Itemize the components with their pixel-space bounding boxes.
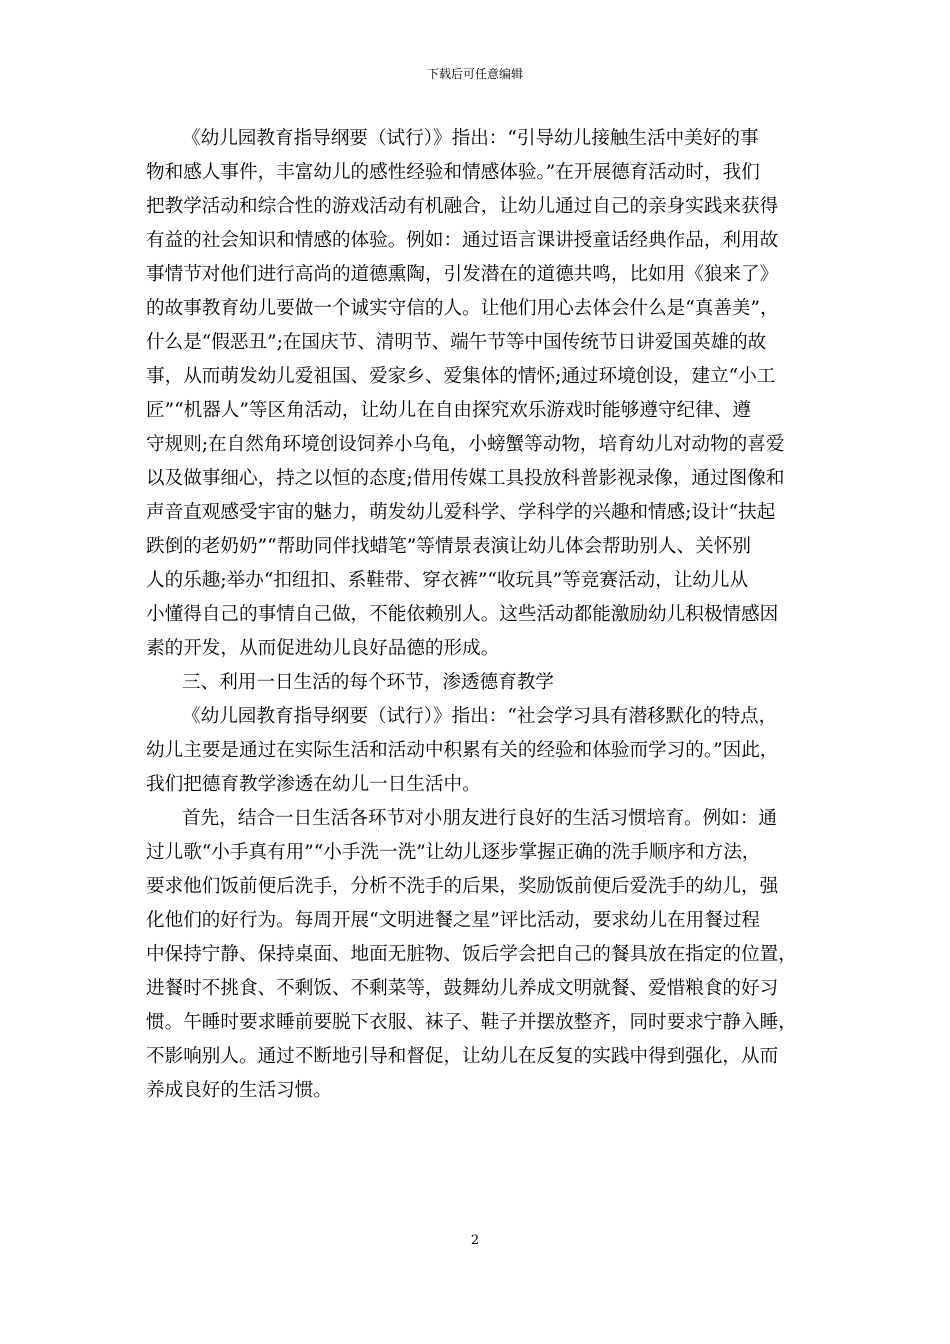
text-line — [146, 938, 806, 972]
text-line — [146, 700, 806, 734]
text-line — [146, 564, 806, 598]
text-line — [146, 666, 806, 700]
text-line-content: 惯。午睡时要求睡前要脱下衣服、袜子、鞋子并摆放整齐，同时要求宁静入睡， — [146, 1012, 797, 1033]
text-line-content: 把教学活动和综合性的游戏活动有机融合，让幼儿通过自己的亲身实践来获得 — [146, 196, 779, 217]
text-line-content: 首先，结合一日生活各环节对小朋友进行良好的生活习惯培育。例如：通 — [182, 808, 778, 829]
text-line-content: 进餐时不挑食、不剩饭、不剩菜等，鼓舞幼儿养成文明就餐、爱惜粮食的好习 — [146, 978, 779, 999]
text-line — [146, 904, 806, 938]
text-line-content: 不影响别人。通过不断地引导和督促，让幼儿在反复的实践中得到强化，从而 — [146, 1046, 779, 1067]
text-line-content: 化他们的好行为。每周开展“文明进餐之星”评比活动，要求幼儿在用餐过程 — [146, 910, 761, 931]
text-line-content: 幼儿主要是通过在实际生活和活动中积累有关的经验和体验而学习的。”因此， — [146, 740, 779, 761]
text-line — [146, 1074, 806, 1108]
text-line-content: 人的乐趣;举办“扣纽扣、系鞋带、穿衣裤”“收玩具”等竞赛活动，让幼儿从 — [146, 570, 749, 591]
text-line-content: 中保持宁静、保持桌面、地面无脏物、饭后学会把自己的餐具放在指定的位置， — [146, 944, 797, 965]
text-line — [146, 326, 806, 360]
text-line-content: 《幼儿园教育指导纲要（试行）》指出：“社会学习具有潜移默化的特点， — [182, 706, 778, 727]
text-line-content: 物和感人事件，丰富幼儿的感性经验和情感体验。”在开展德育活动时，我们 — [146, 162, 760, 183]
text-line — [146, 598, 806, 632]
text-line-content: 小懂得自己的事情自己做，不能依赖别人。这些活动都能激励幼儿积极情感因 — [146, 604, 779, 625]
text-line-content: 过儿歌“小手真有用”“小手洗一洗”让幼儿逐步掌握正确的洗手顺序和方法， — [146, 842, 761, 863]
text-line-content: 三、利用一日生活的每个环节，渗透德育教学 — [182, 672, 554, 693]
text-line — [146, 122, 806, 156]
text-line — [146, 1040, 806, 1074]
text-line — [146, 428, 806, 462]
text-line-content: 的故事教育幼儿要做一个诚实守信的人。让他们用心去体会什么是“真善美”， — [146, 298, 779, 319]
text-line-content: 我们把德育教学渗透在幼儿一日生活中。 — [146, 774, 481, 795]
text-line — [146, 530, 806, 564]
text-line — [146, 360, 806, 394]
text-line — [146, 156, 806, 190]
document-body — [146, 122, 806, 1108]
text-line — [146, 292, 806, 326]
text-line — [146, 768, 806, 802]
text-line-content: 《幼儿园教育指导纲要（试行）》指出：“引导幼儿接触生活中美好的事 — [182, 128, 759, 149]
text-line-content: 守规则;在自然角环境创设饲养小乌龟，小螃蟹等动物，培育幼儿对动物的喜爱 — [146, 434, 785, 455]
text-line-content: 养成良好的生活习惯。 — [146, 1080, 332, 1101]
page-header: 下载后可任意编辑 — [426, 67, 523, 81]
text-line — [146, 836, 806, 870]
paragraph — [146, 802, 806, 1108]
text-line-content: 要求他们饭前便后洗手，分析不洗手的后果，奖励饭前便后爱洗手的幼儿，强 — [146, 876, 779, 897]
text-line — [146, 394, 806, 428]
text-line-content: 以及做事细心，持之以恒的态度;借用传媒工具投放科普影视录像，通过图像和 — [146, 468, 785, 489]
text-line-content: 素的开发，从而促进幼儿良好品德的形成。 — [146, 638, 500, 659]
text-line — [146, 734, 806, 768]
text-line-content: 什么是“假恶丑”;在国庆节、清明节、端午节等中国传统节日讲爱国英雄的故 — [146, 332, 767, 353]
paragraph — [146, 666, 806, 700]
text-line-content: 匠”“机器人”等区角活动，让幼儿在自由探究欢乐游戏时能够遵守纪律、遵 — [146, 400, 751, 421]
text-line — [146, 224, 806, 258]
text-line — [146, 190, 806, 224]
text-line-content: 跌倒的老奶奶”“帮助同伴找蜡笔”等情景表演让幼儿体会帮助别人、关怀别 — [146, 536, 751, 557]
text-line — [146, 972, 806, 1006]
text-line — [146, 496, 806, 530]
text-line-content: 声音直观感受宇宙的魅力，萌发幼儿爱科学、学科学的兴趣和情感;设计“扶起 — [146, 502, 776, 523]
text-line — [146, 1006, 806, 1040]
text-line — [146, 632, 806, 666]
paragraph — [146, 700, 806, 802]
text-line-content: 事，从而萌发幼儿爱祖国、爱家乡、爱集体的情怀;通过环境创设，建立“小工 — [146, 366, 776, 387]
text-line — [146, 258, 806, 292]
page-number: 2 — [470, 1233, 480, 1248]
text-line — [146, 802, 806, 836]
text-line — [146, 870, 806, 904]
text-line-content: 事情节对他们进行高尚的道德熏陶，引发潜在的道德共鸣，比如用《狼来了》 — [146, 264, 779, 285]
text-line — [146, 462, 806, 496]
paragraph — [146, 122, 806, 666]
text-line-content: 有益的社会知识和情感的体验。例如：通过语言课讲授童话经典作品，利用故 — [146, 230, 779, 251]
